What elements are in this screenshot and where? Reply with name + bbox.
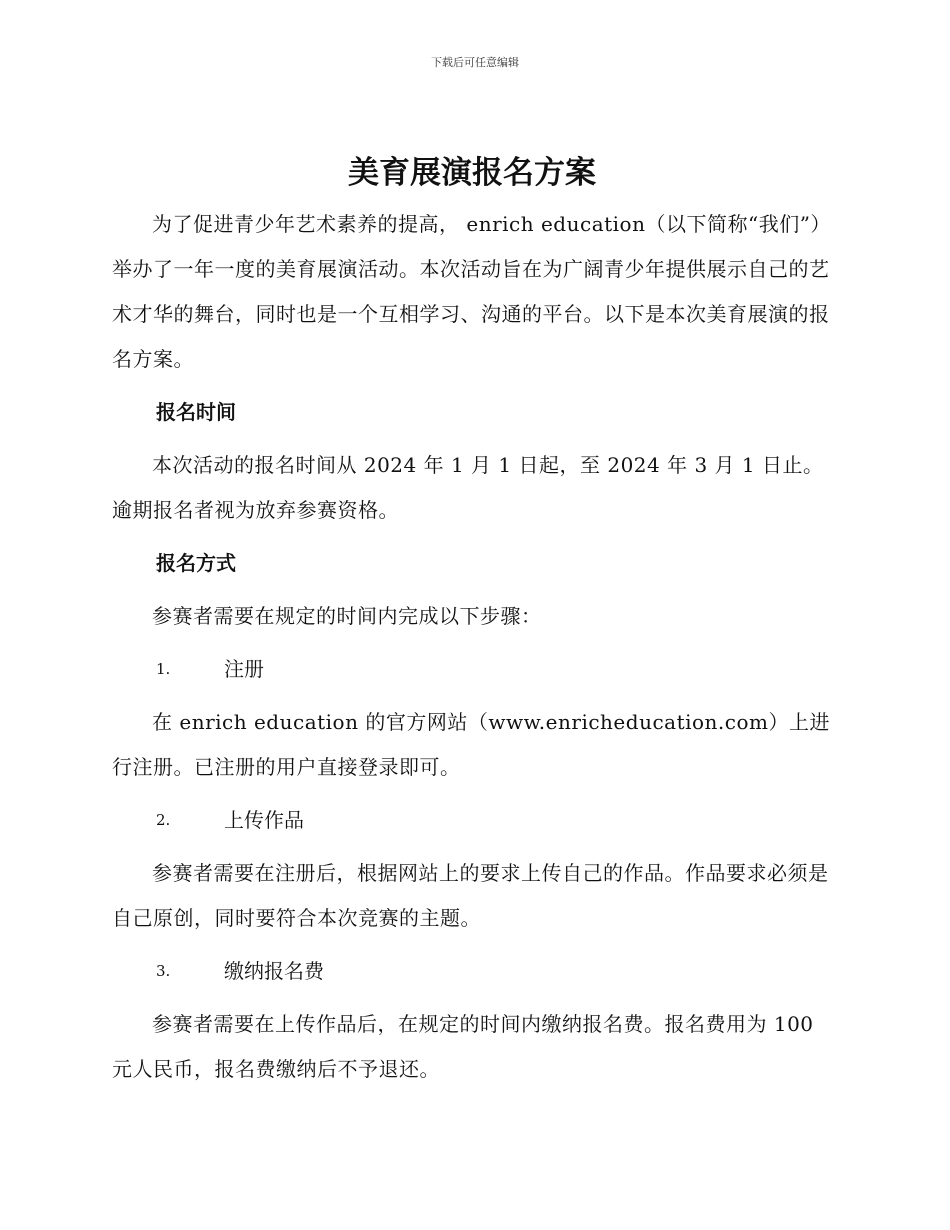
- header-note: 下载后可任意编辑: [431, 56, 519, 69]
- step-1-paragraph: 在 enrich education 的官方网站（www.enricheducation.com）上进行注册。已注册的用户直接登录即可。: [112, 710, 830, 779]
- section-heading-time: 报名时间: [156, 400, 236, 424]
- intro-paragraph: 为了促进青少年艺术素养的提高， enrich education（以下简称“我们”）举办了一年一度的美育展演活动。本次活动旨在为广阔青少年提供展示自己的艺术才华的舞台，同时也是一个互相学习、沟通的平台。以下是本次美育展演的报名方案。: [112, 212, 831, 371]
- step-2-number: 2.: [156, 811, 171, 829]
- time-paragraph: 本次活动的报名时间从 2024 年 1 月 1 日起，至 2024 年 3 月 1 日止。逾期报名者视为放弃参赛资格。: [112, 453, 824, 522]
- step-1-number: 1.: [156, 660, 171, 678]
- step-3-number: 3.: [156, 962, 171, 980]
- step-2-paragraph: 参赛者需要在注册后，根据网站上的要求上传自己的作品。作品要求必须是自己原创，同时要符合本次竞赛的主题。: [112, 861, 829, 930]
- step-1-label: 注册: [224, 657, 264, 681]
- step-2-label: 上传作品: [224, 808, 304, 832]
- document-title: 美育展演报名方案: [348, 155, 596, 191]
- step-3: [112, 949, 832, 994]
- document-body: [112, 150, 832, 1092]
- step-2: [112, 798, 832, 843]
- section-heading-method: 报名方式: [156, 551, 236, 575]
- step-1: [112, 647, 832, 692]
- step-3-label: 缴纳报名费: [224, 959, 324, 983]
- method-paragraph: 参赛者需要在规定的时间内完成以下步骤：: [152, 604, 542, 628]
- step-3-paragraph: 参赛者需要在上传作品后，在规定的时间内缴纳报名费。报名费用为 100 元人民币，报名费缴纳后不予退还。: [112, 1012, 814, 1081]
